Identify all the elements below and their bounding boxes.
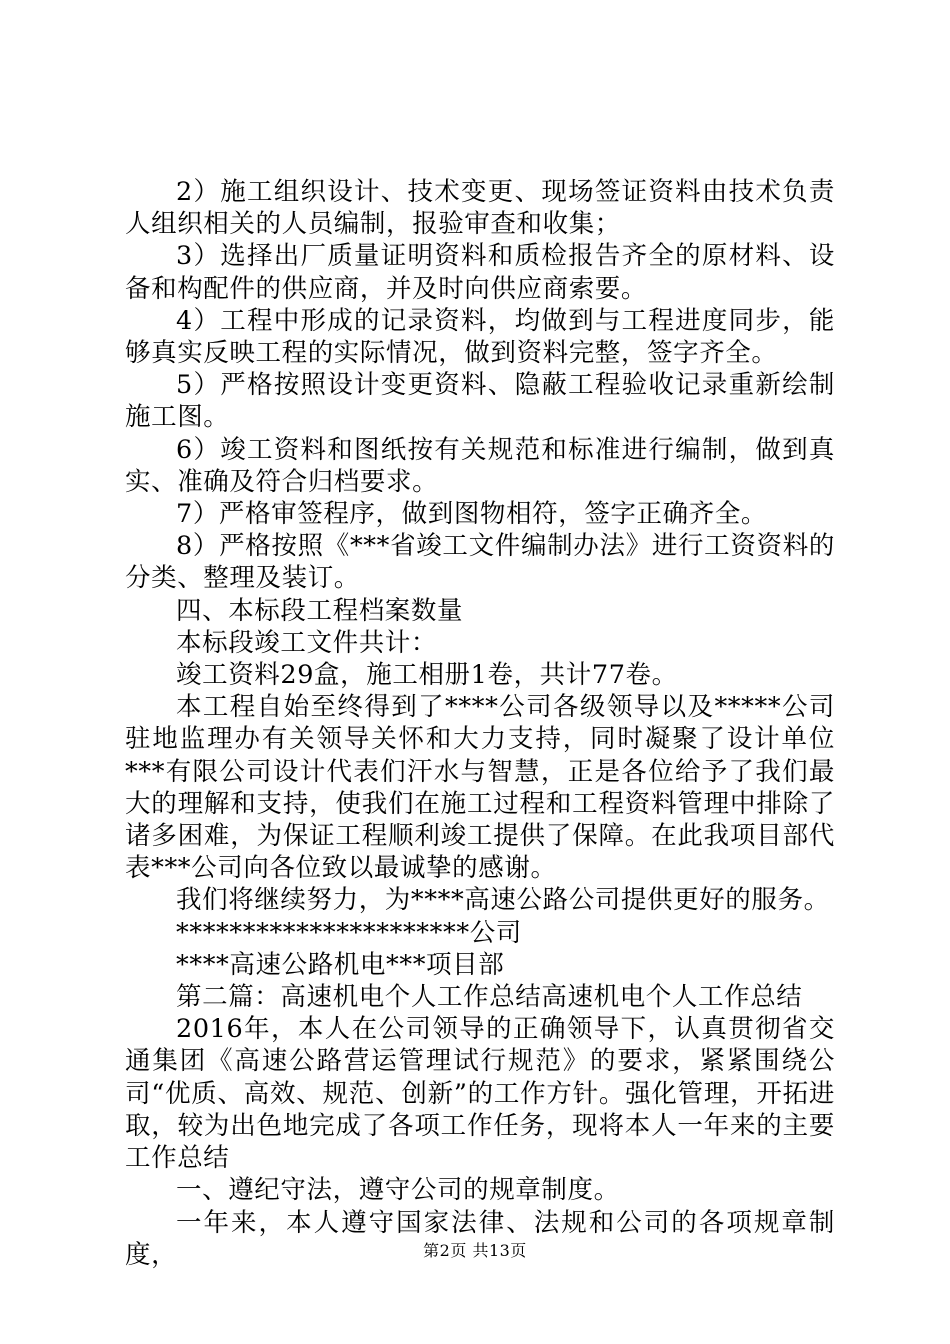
paragraph: 2016年，本人在公司领导的正确领导下，认真贯彻省交通集团《高速公路营运管理试行规范》的要求，紧紧围绕公司“优质、高效、规范、创新”的工作方针。强化管理，开拓进取，较为出色地完成了各项工作任务，现将本人一年来的主要工作总结 [125, 1014, 835, 1174]
paragraph: 6）竣工资料和图纸按有关规范和标准进行编制，做到真实、准确及符合归档要求。 [125, 434, 835, 497]
section-heading: 四、本标段工程档案数量 [176, 595, 464, 626]
section-heading: 一、遵纪守法，遵守公司的规章制度。 [176, 1175, 620, 1206]
paragraph: 3）选择出厂质量证明资料和质检报告齐全的原材料、设备和构配件的供应商，并及时向供应商索要。 [125, 241, 835, 304]
page-footer [0, 1241, 950, 1261]
paragraph: 本标段竣工文件共计： [176, 627, 438, 658]
paragraph: 一年来，本人遵守国家法律、法规和公司的各项规章制度， [125, 1207, 835, 1270]
signature-company: **********************公司 [176, 917, 522, 948]
paragraph: 竣工资料29盒，施工相册1卷，共计77卷。 [176, 660, 678, 691]
document-body [125, 176, 835, 1271]
paragraph: 我们将继续努力，为****高速公路公司提供更好的服务。 [176, 885, 830, 916]
page-number: 第2页 共13页 [423, 1241, 527, 1260]
paragraph: 本工程自始至终得到了****公司各级领导以及*****公司驻地监理办有关领导关怀和大力支持，同时凝聚了设计单位***有限公司设计代表们汗水与智慧，正是各位给予了我们最大的理解和支持，使我们在施工过程和工程资料管理中排除了诸多困难，为保证工程顺利竣工提供了保障。在此我项目部代表***公司向各位致以最诚挚的感谢。 [125, 692, 835, 884]
paragraph: 7）严格审签程序，做到图物相符，签字正确齐全。 [176, 499, 768, 530]
paragraph: 2）施工组织设计、技术变更、现场签证资料由技术负责人组织相关的人员编制，报验审查和收集； [125, 177, 835, 240]
chapter-heading: 第二篇：高速机电个人工作总结高速机电个人工作总结 [176, 982, 803, 1013]
paragraph: 8）严格按照《***省竣工文件编制办法》进行工资资料的分类、整理及装订。 [125, 531, 835, 594]
paragraph: 4）工程中形成的记录资料，均做到与工程进度同步，能够真实反映工程的实际情况，做到资料完整，签字齐全。 [125, 305, 835, 369]
paragraph: 5）严格按照设计变更资料、隐蔽工程验收记录重新绘制施工图。 [125, 370, 835, 433]
signature-department: ****高速公路机电***项目部 [176, 949, 505, 980]
